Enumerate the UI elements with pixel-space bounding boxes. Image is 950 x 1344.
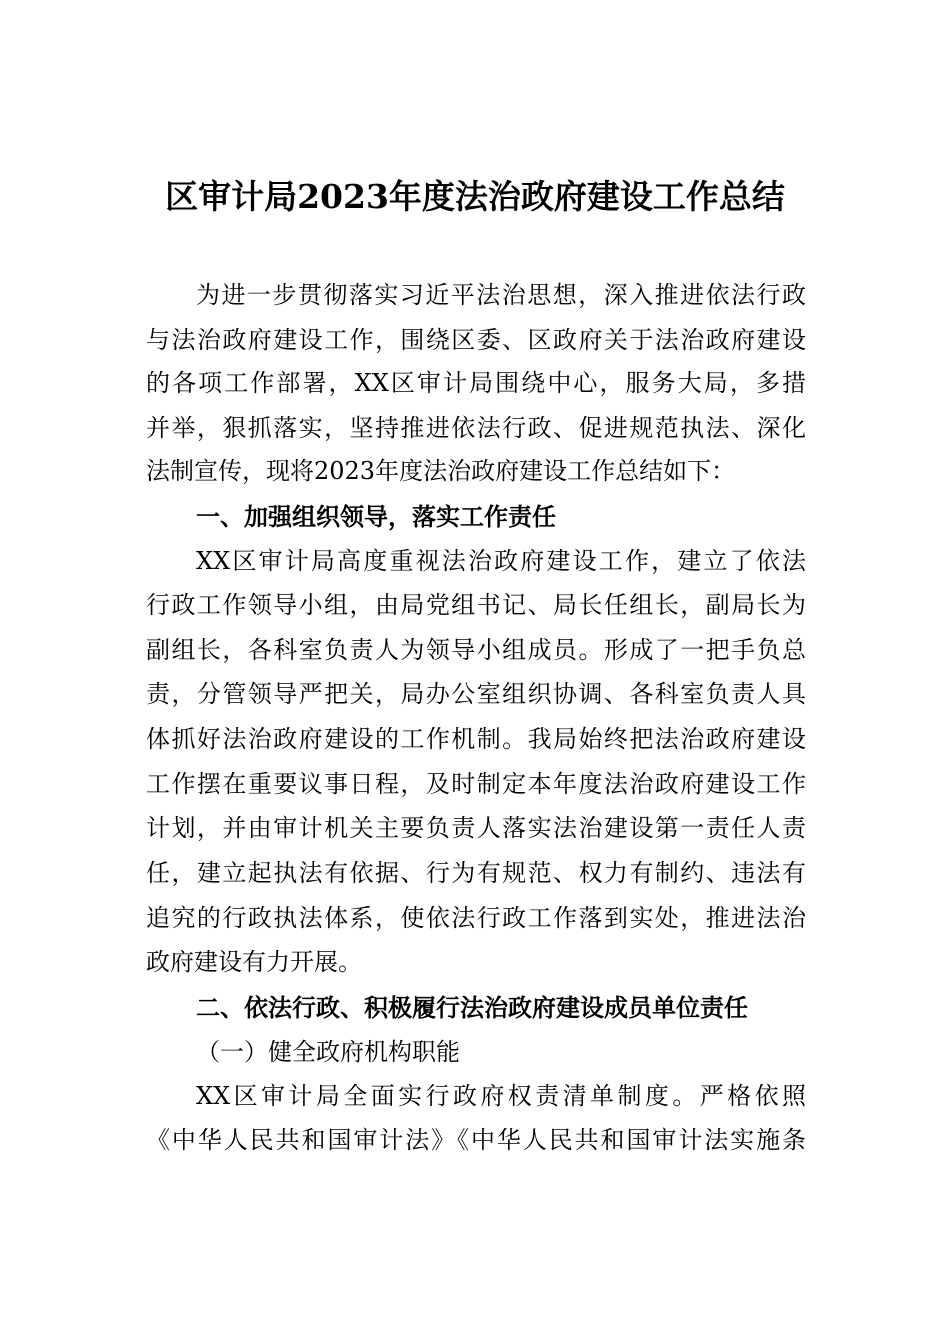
text-line: 行政工作领导小组，由局党组书记、局长任组长，副局长为 <box>146 591 806 619</box>
section-heading-1: 一、加强组织领导，落实工作责任 <box>196 503 556 531</box>
text-line: 任，建立起执法有依据、行为有规范、权力有制约、违法有 <box>146 859 806 887</box>
section-heading-2: 二、依法行政、积极履行法治政府建设成员单位责任 <box>196 994 748 1022</box>
text-line: XX区审计局全面实行政府权责清单制度。严格依照 <box>196 1082 806 1110</box>
text-line: 《中华人民共和国审计法》《中华人民共和国审计法实施条 <box>146 1126 806 1154</box>
text-line: 为进一步贯彻落实习近平法治思想，深入推进依法行政 <box>196 281 806 309</box>
text-line: XX区审计局高度重视法治政府建设工作，建立了依法 <box>196 547 806 575</box>
text-line: 的各项工作部署，XX区审计局围绕中心，服务大局，多措 <box>146 369 806 397</box>
text-line: 体抓好法治政府建设的工作机制。我局始终把法治政府建设 <box>146 725 806 753</box>
text-line: 工作摆在重要议事日程，及时制定本年度法治政府建设工作 <box>146 770 806 798</box>
text-line: 责，分管领导严把关，局办公室组织协调、各科室负责人具 <box>146 680 806 708</box>
text-line: 与法治政府建设工作，围绕区委、区政府关于法治政府建设 <box>146 326 806 354</box>
text-line: 并举，狠抓落实，坚持推进依法行政、促进规范执法、深化 <box>146 414 806 442</box>
text-line: 副组长，各科室负责人为领导小组成员。形成了一把手负总 <box>146 636 806 664</box>
text-line: 法制宣传，现将2023年度法治政府建设工作总结如下： <box>146 457 736 485</box>
text-line: 政府建设有力开展。 <box>146 948 362 976</box>
document-title: 区审计局2023年度法治政府建设工作总结 <box>165 177 785 216</box>
text-line: 追究的行政执法体系，使依法行政工作落到实处，推进法治 <box>146 904 806 932</box>
text-line: 计划，并由审计机关主要负责人落实法治建设第一责任人责 <box>146 814 806 842</box>
subsection-heading: （一）健全政府机构职能 <box>196 1038 460 1066</box>
